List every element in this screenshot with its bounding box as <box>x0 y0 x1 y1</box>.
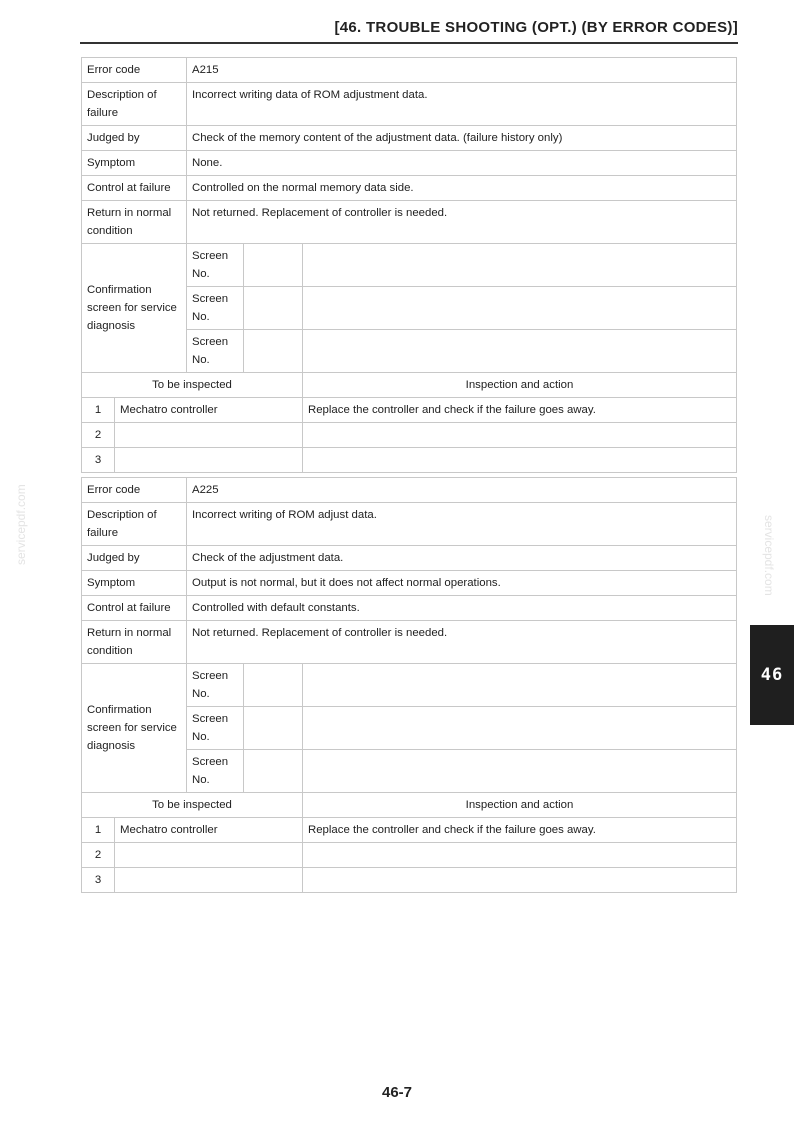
screen-no-value <box>244 707 303 750</box>
table-row <box>82 448 737 473</box>
row-action <box>303 448 737 473</box>
label-error-code: Error code <box>82 58 187 83</box>
table-row <box>82 868 737 893</box>
row-item: Mechatro controller <box>115 398 303 423</box>
page-header-title: [46. TROUBLE SHOOTING (OPT.) (BY ERROR CODES)] <box>334 19 738 36</box>
row-number: 1 <box>82 818 115 843</box>
screen-no-value <box>244 664 303 707</box>
chapter-tab: 46 <box>750 625 794 725</box>
row-item: Mechatro controller <box>115 818 303 843</box>
control-value: Controlled on the normal memory data side. <box>187 176 737 201</box>
screen-no-value <box>244 330 303 373</box>
label-description: Description of failure <box>82 503 187 546</box>
header-to-be-inspected: To be inspected <box>82 373 303 398</box>
error-code-value: A215 <box>187 58 737 83</box>
row-action <box>303 868 737 893</box>
screen-content <box>303 287 737 330</box>
label-screen-no: Screen No. <box>187 664 244 707</box>
row-action: Replace the controller and check if the failure goes away. <box>303 818 737 843</box>
screen-content <box>303 330 737 373</box>
page-header <box>80 14 738 44</box>
judged-by-value: Check of the adjustment data. <box>187 546 737 571</box>
label-symptom: Symptom <box>82 571 187 596</box>
row-number: 3 <box>82 868 115 893</box>
screen-content <box>303 664 737 707</box>
label-judged-by: Judged by <box>82 546 187 571</box>
label-confirmation: Confirmation screen for service diagnosis <box>82 244 187 373</box>
label-screen-no: Screen No. <box>187 330 244 373</box>
label-screen-no: Screen No. <box>187 707 244 750</box>
header-to-be-inspected: To be inspected <box>82 793 303 818</box>
screen-content <box>303 244 737 287</box>
label-control: Control at failure <box>82 596 187 621</box>
page-number: 46-7 <box>381 1084 413 1101</box>
label-control: Control at failure <box>82 176 187 201</box>
screen-content <box>303 750 737 793</box>
header-inspection-action: Inspection and action <box>303 793 737 818</box>
watermark-left: servicepdf.com <box>14 484 28 565</box>
control-value: Controlled with default constants. <box>187 596 737 621</box>
symptom-value: None. <box>187 151 737 176</box>
row-item <box>115 423 303 448</box>
label-description: Description of failure <box>82 83 187 126</box>
error-table-a225 <box>81 477 737 893</box>
error-code-value: A225 <box>187 478 737 503</box>
label-screen-no: Screen No. <box>187 287 244 330</box>
row-action: Replace the controller and check if the failure goes away. <box>303 398 737 423</box>
symptom-value: Output is not normal, but it does not affect normal operations. <box>187 571 737 596</box>
description-value: Incorrect writing of ROM adjust data. <box>187 503 737 546</box>
description-value: Incorrect writing data of ROM adjustment data. <box>187 83 737 126</box>
row-number: 3 <box>82 448 115 473</box>
table-row <box>82 423 737 448</box>
error-table-a215 <box>81 57 737 473</box>
row-action <box>303 423 737 448</box>
label-return: Return in normal condition <box>82 201 187 244</box>
label-screen-no: Screen No. <box>187 244 244 287</box>
screen-no-value <box>244 244 303 287</box>
label-confirmation: Confirmation screen for service diagnosis <box>82 664 187 793</box>
label-symptom: Symptom <box>82 151 187 176</box>
table-row <box>82 398 737 423</box>
screen-no-value <box>244 750 303 793</box>
watermark-right: servicepdf.com <box>762 515 776 596</box>
table-row <box>82 818 737 843</box>
label-error-code: Error code <box>82 478 187 503</box>
row-number: 2 <box>82 843 115 868</box>
label-screen-no: Screen No. <box>187 750 244 793</box>
return-value: Not returned. Replacement of controller is needed. <box>187 201 737 244</box>
table-row <box>82 843 737 868</box>
label-judged-by: Judged by <box>82 126 187 151</box>
label-return: Return in normal condition <box>82 621 187 664</box>
row-item <box>115 448 303 473</box>
screen-content <box>303 707 737 750</box>
header-inspection-action: Inspection and action <box>303 373 737 398</box>
return-value: Not returned. Replacement of controller is needed. <box>187 621 737 664</box>
screen-no-value <box>244 287 303 330</box>
row-action <box>303 843 737 868</box>
row-item <box>115 843 303 868</box>
judged-by-value: Check of the memory content of the adjustment data. (failure history only) <box>187 126 737 151</box>
row-number: 2 <box>82 423 115 448</box>
row-item <box>115 868 303 893</box>
row-number: 1 <box>82 398 115 423</box>
